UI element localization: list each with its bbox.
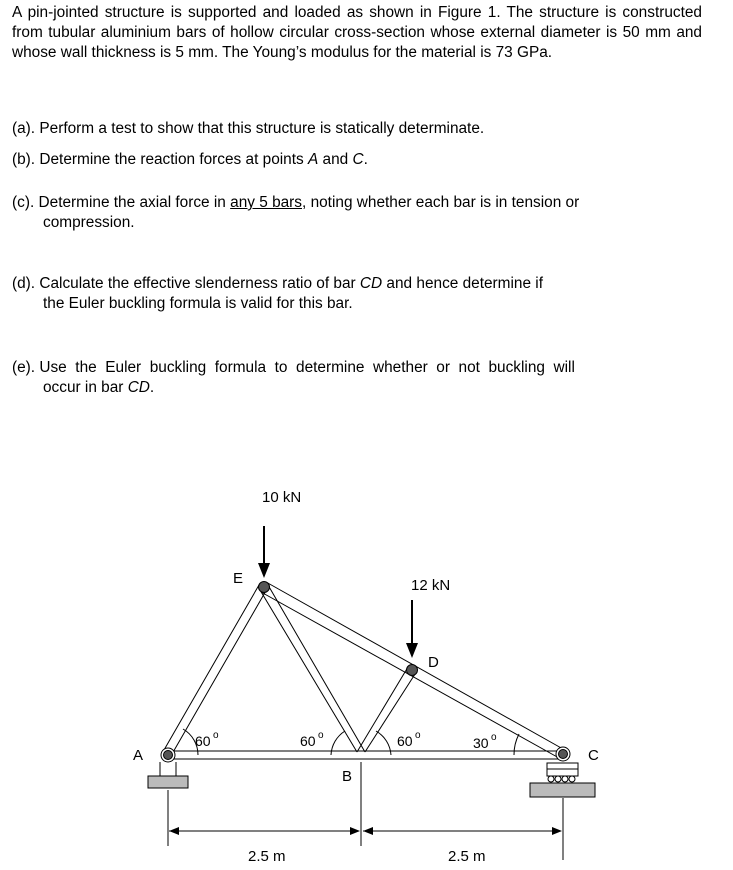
joint-e bbox=[259, 582, 270, 593]
member-ae bbox=[164, 585, 267, 754]
question-b-text: Determine the reaction forces at points bbox=[39, 151, 308, 168]
arc-at-c bbox=[514, 734, 519, 755]
angle-b-right-value: 60 bbox=[397, 733, 413, 749]
bar-cd-ref: CD bbox=[359, 275, 383, 292]
joint-d bbox=[407, 665, 418, 676]
angle-c-degree: o bbox=[491, 732, 497, 743]
joint-a-pin bbox=[164, 751, 173, 760]
question-e-label: (e). bbox=[12, 359, 36, 376]
question-b-and: and bbox=[318, 151, 353, 168]
load-arrow-e bbox=[258, 526, 270, 578]
node-label-e: E bbox=[233, 570, 244, 587]
question-c-label: (c). bbox=[12, 194, 35, 211]
question-c-line2: compression. bbox=[43, 214, 135, 231]
question-c-post: , noting whether each bar is in tension or bbox=[302, 194, 580, 211]
dimension-label-bc: 2.5 m bbox=[448, 848, 486, 865]
joint-c-pin bbox=[559, 750, 568, 759]
question-b-end: . bbox=[363, 151, 368, 168]
load-arrow-d bbox=[406, 600, 418, 658]
question-d-post: and hence determine if bbox=[382, 275, 544, 292]
question-d-label: (d). bbox=[12, 275, 36, 292]
angle-a-degree: o bbox=[213, 730, 219, 741]
question-e-line1: Use the Euler buckling formula to determine whether or not buckling will bbox=[39, 359, 575, 376]
node-label-a: A bbox=[133, 747, 144, 764]
angle-label-a bbox=[195, 730, 219, 749]
load-label-e: 10 kN bbox=[262, 489, 302, 506]
member-eb bbox=[260, 585, 365, 752]
question-d-text: Calculate the effective slenderness ratio of bar bbox=[39, 275, 360, 292]
angle-label-c bbox=[473, 732, 497, 751]
point-c-ref: C bbox=[352, 151, 364, 168]
angle-a-value: 60 bbox=[195, 733, 211, 749]
member-ac bbox=[168, 751, 563, 759]
dimension-lines bbox=[168, 762, 563, 860]
node-label-d: D bbox=[428, 654, 439, 671]
bar-cd-ref-e: CD bbox=[127, 379, 150, 396]
question-e-line2-pre: occur in bar bbox=[43, 379, 128, 396]
point-a-ref: A bbox=[308, 151, 319, 168]
question-e-line2-post: . bbox=[149, 379, 155, 396]
load-label-d: 12 kN bbox=[411, 577, 451, 594]
support-c-roller bbox=[530, 763, 595, 797]
angle-b-right-degree: o bbox=[415, 730, 421, 741]
question-d-line2: the Euler buckling formula is valid for this bar. bbox=[43, 295, 353, 312]
truss-members bbox=[164, 582, 563, 759]
angle-b-left-value: 60 bbox=[300, 733, 316, 749]
joints bbox=[161, 582, 570, 763]
angle-label-b-right bbox=[397, 730, 421, 749]
question-b-label: (b). bbox=[12, 151, 36, 168]
problem-intro: A pin-jointed structure is supported and loaded as shown in Figure 1. The structure is constructed from tubular aluminium bars of hollow circular cross-section whose external diameter is 50 mm and whose wall thickness is 5 mm. The Young’s modulus for the material is 73 GPa. bbox=[12, 4, 702, 61]
angle-label-b-left bbox=[300, 730, 324, 749]
node-label-c: C bbox=[588, 747, 599, 764]
support-a-pinned bbox=[148, 762, 188, 788]
question-c-underlined: any 5 bars bbox=[230, 194, 303, 211]
angle-c-value: 30 bbox=[473, 735, 489, 751]
question-a-label: (a). bbox=[12, 120, 36, 137]
question-a-text: Perform a test to show that this structure is statically determinate. bbox=[39, 120, 485, 137]
dimension-label-ab: 2.5 m bbox=[248, 848, 286, 865]
angle-b-left-degree: o bbox=[318, 730, 324, 741]
question-c-text: Determine the axial force in bbox=[38, 194, 231, 211]
node-label-b: B bbox=[342, 768, 353, 785]
